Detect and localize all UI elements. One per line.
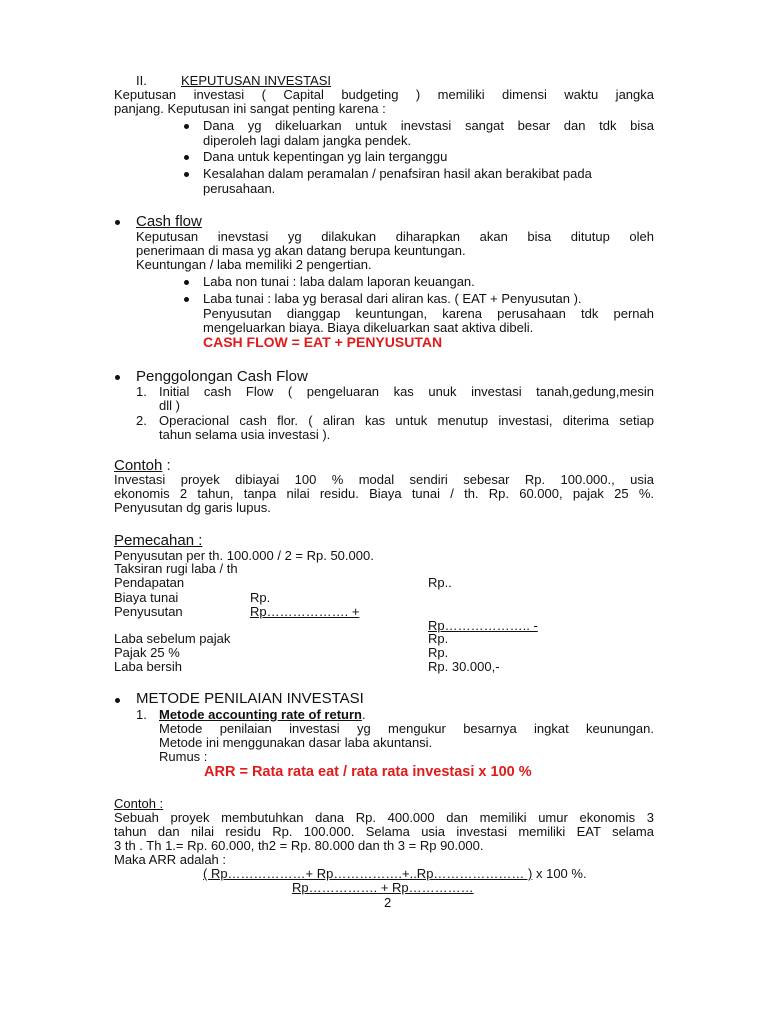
cashflow-bullet-line: Penyusutan dianggap keuntungan, karena perusahaan tdk pernah — [203, 306, 654, 321]
arr-times: x 100 %. — [532, 866, 587, 881]
contoh1-line: Penyusutan dg garis lupus. — [114, 500, 271, 515]
metode-line: Metode ini menggunakan dasar laba akuntansi. — [159, 735, 433, 750]
row-label: Laba sebelum pajak — [114, 631, 231, 646]
page-number: 2 — [384, 895, 392, 910]
contoh1-line: ekonomis 2 tahun, tanpa nilai residu. Biaya tunai / th. Rp. 60.000, pajak 25 %. — [114, 486, 654, 501]
arr-numerator: ( Rp………………+ Rp…………….+..Rp………………… ) — [203, 866, 533, 881]
penggolongan-line: tahun selama usia investasi ). — [159, 427, 331, 442]
bullet-icon — [115, 698, 120, 703]
bullet-icon — [184, 172, 189, 177]
bullet-icon — [115, 375, 120, 380]
row-mid: Rp………………. + — [250, 604, 360, 619]
contoh2-line: tahun dan nilai residu Rp. 100.000. Selama usia investasi memiliki EAT selama — [114, 824, 654, 839]
bullet-icon — [115, 220, 120, 225]
row-right: Rp. — [428, 645, 449, 660]
pemecahan-line: Penyusutan per th. 100.000 / 2 = Rp. 50.000. — [114, 548, 374, 563]
bullet-icon — [184, 124, 189, 129]
metode-line: Rumus : — [159, 749, 208, 764]
penggolongan-line: Operacional cash flor. ( aliran kas untuk menutup investasi, diterima setiap — [159, 413, 654, 428]
arr-formula: ARR = Rata rata eat / rata rata investasi x 100 % — [204, 764, 532, 780]
metode-item-title: Metode accounting rate of return — [159, 707, 362, 722]
bullet-icon — [184, 155, 189, 160]
cashflow-para-line: Keuntungan / laba memiliki 2 pengertian. — [136, 257, 372, 272]
metode-item-wrap — [159, 707, 366, 722]
row-label: Laba bersih — [114, 659, 182, 674]
row-right: Rp. 30.000,- — [428, 659, 500, 674]
row-mid: Rp. — [250, 590, 271, 605]
metode-heading: METODE PENILAIAN INVESTASI — [136, 690, 364, 707]
section-number: II. — [136, 73, 147, 88]
penggolongan-heading: Penggolongan Cash Flow — [136, 368, 308, 385]
row-label: Pajak 25 % — [114, 645, 180, 660]
row-label: Penyusutan — [114, 604, 183, 619]
arr-fraction-top — [203, 866, 587, 881]
contoh2-line: 3 th . Th 1.= Rp. 60.000, th2 = Rp. 80.000 dan th 3 = Rp 90.000. — [114, 838, 484, 853]
section-bullet-line: perusahaan. — [203, 181, 276, 196]
cashflow-bullet-line: Laba non tunai : laba dalam laporan keuangan. — [203, 274, 475, 289]
contoh1-line: Investasi proyek dibiayai 100 % modal sendiri sebesar Rp. 100.000., usia — [114, 472, 654, 487]
bullet-icon — [184, 297, 189, 302]
section-para-line: panjang. Keputusan ini sangat penting karena : — [114, 101, 386, 116]
pemecahan-line: Taksiran rugi laba / th — [114, 561, 238, 576]
row-label: Pendapatan — [114, 575, 185, 590]
penggolongan-num: 1. — [136, 384, 147, 399]
bullet-icon — [184, 280, 189, 285]
contoh2-heading: Contoh : — [114, 796, 164, 811]
cashflow-para-line: Keputusan inevstasi yg dilakukan diharapkan akan bisa ditutup oleh — [136, 229, 654, 244]
cashflow-para-line: penerimaan di masa yg akan datang berupa keuntungan. — [136, 243, 466, 258]
row-right: Rp……………….. - — [428, 618, 538, 633]
section-bullet-line: Kesalahan dalam peramalan / penafsiran hasil akan berakibat pada — [203, 166, 592, 181]
arr-denominator: Rp……………. + Rp…………… — [292, 880, 474, 895]
contoh1-heading: Contoh — [114, 457, 163, 474]
metode-item-dot: . — [361, 707, 366, 722]
section-bullet-line: Dana yg dikeluarkan untuk inevstasi sangat besar dan tdk bisa — [203, 118, 654, 133]
section-bullet-line: diperoleh lagi dalam jangka pendek. — [203, 133, 412, 148]
cashflow-heading: Cash flow — [136, 213, 202, 230]
row-right: Rp. — [428, 631, 449, 646]
contoh2-maka: Maka ARR adalah : — [114, 852, 227, 867]
penggolongan-num: 2. — [136, 413, 147, 428]
penggolongan-line: Initial cash Flow ( pengeluaran kas unuk investasi tanah,gedung,mesin — [159, 384, 654, 399]
contoh1-colon: : — [162, 457, 171, 474]
contoh2-line: Sebuah proyek membutuhkan dana Rp. 400.000 dan memiliki umur ekonomis 3 — [114, 810, 654, 825]
cashflow-bullet-line: Laba tunai : laba yg berasal dari aliran kas. ( EAT + Penyusutan ). — [203, 291, 582, 306]
row-label: Biaya tunai — [114, 590, 179, 605]
metode-line: Metode penilaian investasi yg mengukur besarnya ingkat keunungan. — [159, 721, 654, 736]
metode-item-num: 1. — [136, 707, 147, 722]
cashflow-formula: CASH FLOW = EAT + PENYUSUTAN — [203, 334, 443, 350]
section-bullet-line: Dana untuk kepentingan yg lain terganggu — [203, 149, 448, 164]
section-title: KEPUTUSAN INVESTASI — [181, 73, 332, 88]
pemecahan-heading: Pemecahan : — [114, 532, 203, 549]
row-right: Rp.. — [428, 575, 452, 590]
cashflow-bullet-line: mengeluarkan biaya. Biaya dikeluarkan saat aktiva dibeli. — [203, 320, 534, 335]
section-para-line: Keputusan investasi ( Capital budgeting ) memiliki dimensi waktu jangka — [114, 87, 654, 102]
penggolongan-line: dll ) — [159, 398, 180, 413]
